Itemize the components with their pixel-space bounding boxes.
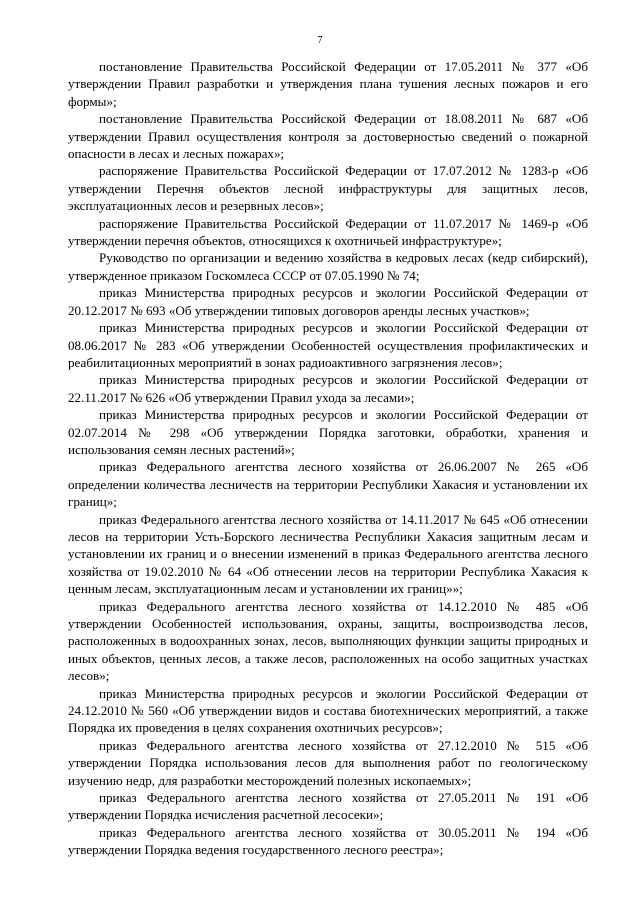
list-item: приказ Министерства природных ресурсов и экологии Российской Федерации от 02.07.2014 № 298 «Об утверждении Порядка заготовки, обработки, хранения и использования семян лесных растений»; (68, 407, 588, 457)
list-item: приказ Федерального агентства лесного хозяйства от 14.12.2010 № 485 «Об утверждении Особенностей использования, охраны, защиты, воспроизводства лесов, расположенных в водоохранных зонах, лесов, выполняющих функции защиты природных и иных объектов, ценных лесов, а также лесов, расположенных на особо защитных участках лесов»; (68, 598, 588, 684)
list-item: приказ Министерства природных ресурсов и экологии Российской Федерации от 20.12.2017 № 693 «Об утверждении типовых договоров аренды лесных участков»; (68, 285, 588, 318)
page-number: 7 (317, 35, 323, 46)
list-item: постановление Правительства Российской Федерации от 18.08.2011 № 687 «Об утверждении Правил осуществления контроля за достоверностью сведений о пожарной опасности в лесах и лесных пожарах»; (68, 111, 588, 162)
list-item: постановление Правительства Российской Федерации от 17.05.2011 № 377 «Об утверждении Правил разработки и утверждения плана тушения лесных пожаров и его формы»; (68, 59, 588, 109)
list-item: приказ Федерального агентства лесного хозяйства от 30.05.2011 № 194 «Об утверждении Порядка ведения государственного лесного реестра»; (68, 824, 588, 858)
list-item: распоряжение Правительства Российской Федерации от 11.07.2017 № 1469-р «Об утверждении перечня объектов, относящихся к охотничьей инфраструктуре»; (68, 215, 588, 249)
list-item: Руководство по организации и ведению хозяйства в кедровых лесах (кедр сибирский), утвержденное приказом Госкомлеса СССР от 07.05.1990 № 74; (68, 250, 588, 283)
list-item: распоряжение Правительства Российской Федерации от 17.07.2012 № 1283-р «Об утверждении Перечня объектов лесной инфраструктуры для защитных лесов, эксплуатационных лесов и резервных лесов»; (68, 163, 588, 214)
list-item: приказ Министерства природных ресурсов и экологии Российской Федерации от 24.12.2010 № 560 «Об утверждении видов и состава биотехнических мероприятий, а также Порядка их проведения в целях сохранения охотничьих ресурсов»; (68, 685, 588, 736)
list-item: приказ Министерства природных ресурсов и экологии Российской Федерации от 22.11.2017 № 626 «Об утверждении Правил ухода за лесами»; (68, 372, 588, 405)
list-item: приказ Федерального агентства лесного хозяйства от 14.11.2017 № 645 «Об отнесении лесов на территории Усть-Борского лесничества Республики Хакасия защитным лесам и установлении их границ и о внесении изменений в приказ Федерального агентства лесного хозяйства от 19.02.2010 № 64 «Об отнесении лесов на территории Республика Хакасия к ценным лесам, эксплуатационным лесам и установлении их границ»»; (68, 511, 588, 597)
list-item: приказ Федерального агентства лесного хозяйства от 27.05.2011 № 191 «Об утверждении Порядка исчисления расчетной лесосеки»; (68, 790, 588, 823)
list-item: приказ Федерального агентства лесного хозяйства от 26.06.2007 № 265 «Об определении количества лесничеств на территории Республики Хакасия и установлении их границ»; (68, 459, 588, 510)
list-item: приказ Министерства природных ресурсов и экологии Российской Федерации от 08.06.2017 № 283 «Об утверждении Особенностей осуществления профилактических и реабилитационных мероприятий в зонах радиоактивного загрязнения лесов»; (68, 320, 588, 370)
document-body (68, 58, 588, 859)
list-item: приказ Федерального агентства лесного хозяйства от 27.12.2010 № 515 «Об утверждении Порядка использования лесов для выполнения работ по геологическому изучению недр, для разработки месторождений полезных ископаемых»; (68, 737, 588, 788)
